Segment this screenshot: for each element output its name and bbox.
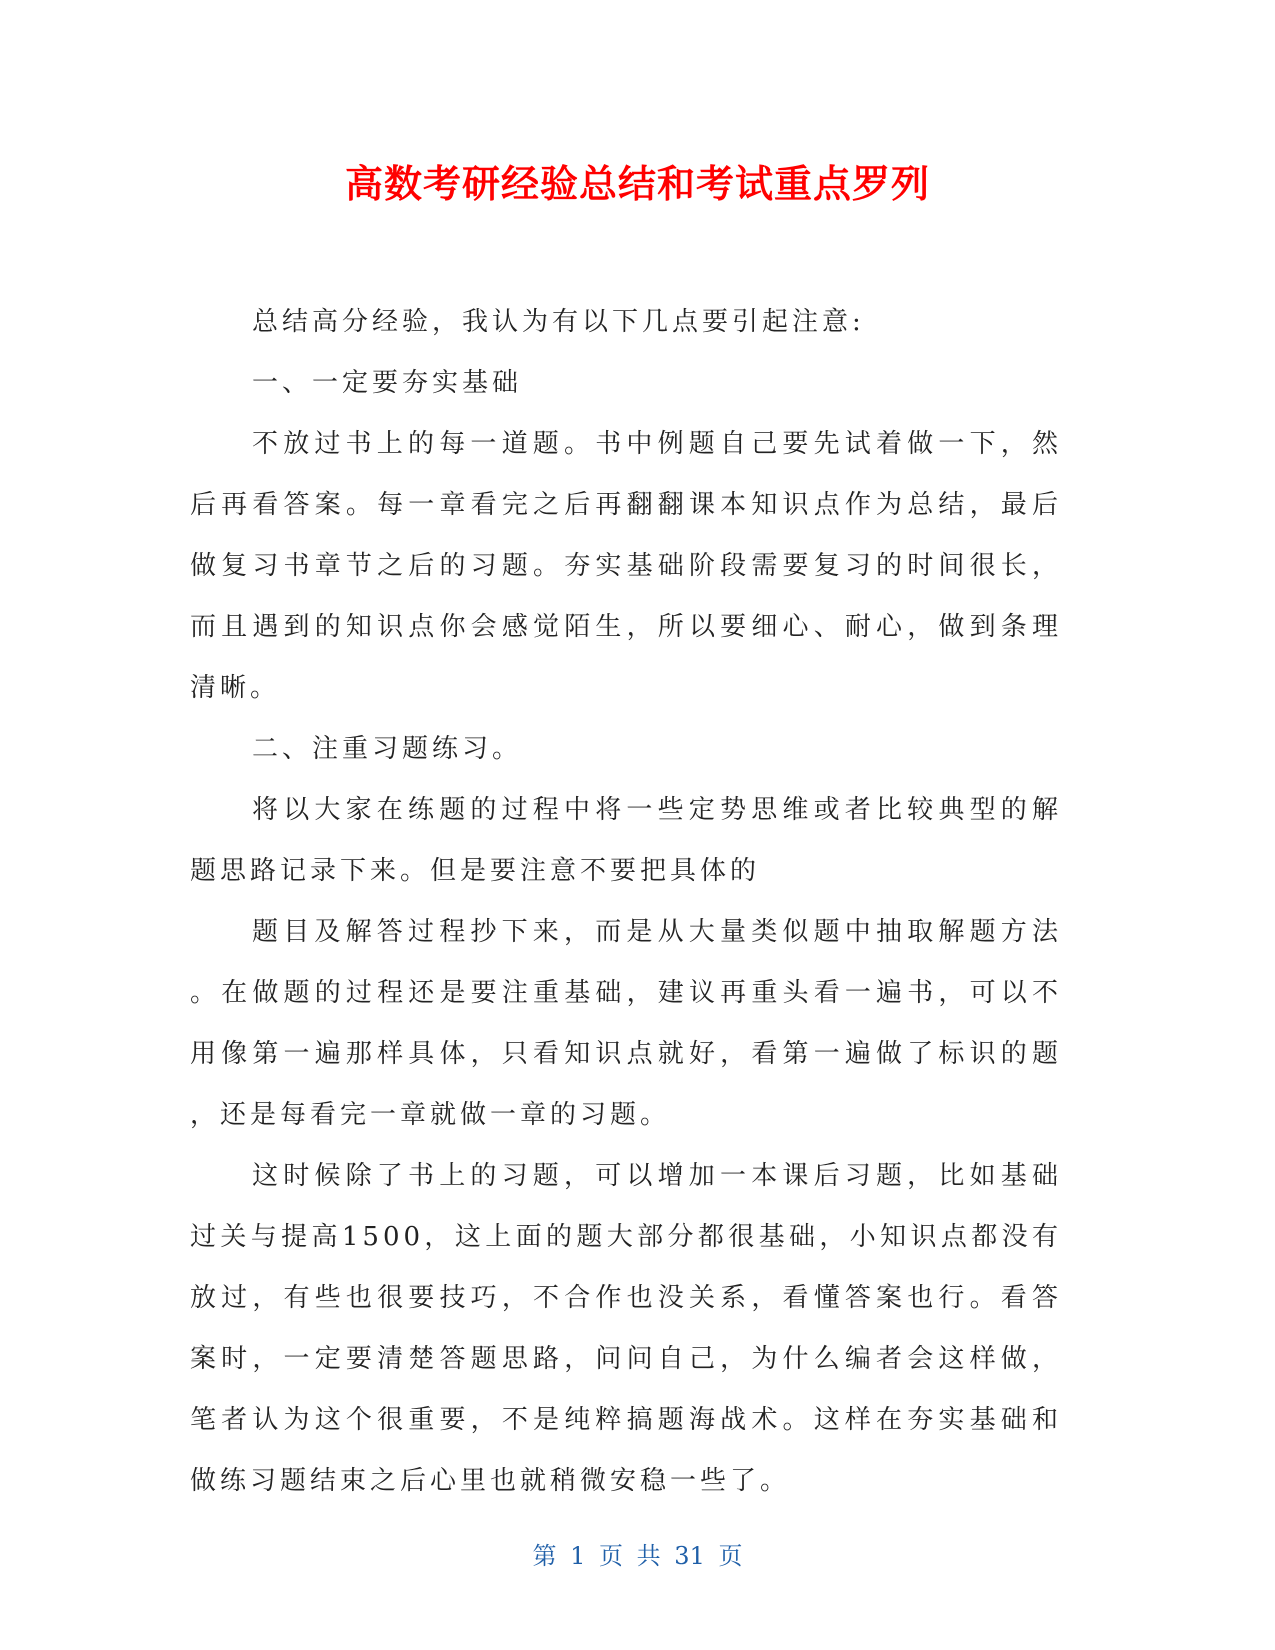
- body-line: 过关与提高1500，这上面的题大部分都很基础，小知识点都没有: [190, 1222, 1062, 1252]
- body-line: 做练习题结束之后心里也就稍微安稳一些了。: [190, 1466, 791, 1496]
- body-line: 放过，有些也很要技巧，不合作也没关系，看懂答案也行。看答: [190, 1283, 1062, 1313]
- body-line: 这时候除了书上的习题，可以增加一本课后习题，比如基础: [252, 1161, 1062, 1191]
- body-line: 总结高分经验，我认为有以下几点要引起注意:: [252, 307, 865, 337]
- page-number-footer: 第 1 页 共 31 页: [532, 1542, 743, 1570]
- document-title: 高数考研经验总结和考试重点罗列: [344, 162, 930, 206]
- body-line: 案时，一定要清楚答题思路，问问自己，为什么编者会这样做，: [190, 1344, 1062, 1374]
- body-line: 。在做题的过程还是要注重基础，建议再重头看一遍书，可以不: [190, 978, 1062, 1008]
- body-line: 题目及解答过程抄下来，而是从大量类似题中抽取解题方法: [252, 917, 1062, 947]
- body-line: 用像第一遍那样具体，只看知识点就好，看第一遍做了标识的题: [190, 1039, 1062, 1069]
- body-line: 将以大家在练题的过程中将一些定势思维或者比较典型的解: [252, 795, 1062, 825]
- section-heading-1: 一、一定要夯实基础: [252, 368, 523, 398]
- body-line: 笔者认为这个很重要，不是纯粹搞题海战术。这样在夯实基础和: [190, 1405, 1062, 1435]
- body-line: 后再看答案。每一章看完之后再翻翻课本知识点作为总结，最后: [190, 490, 1062, 520]
- body-line: 题思路记录下来。但是要注意不要把具体的: [190, 856, 761, 886]
- body-line: ，还是每看完一章就做一章的习题。: [190, 1100, 671, 1130]
- document-body: [190, 292, 1062, 1512]
- body-line: 清晰。: [190, 673, 281, 703]
- body-line: 做复习书章节之后的习题。夯实基础阶段需要复习的时间很长，: [190, 551, 1062, 581]
- section-heading-2: 二、注重习题练习。: [252, 734, 523, 764]
- body-line: 不放过书上的每一道题。书中例题自己要先试着做一下，然: [252, 429, 1062, 459]
- body-line: 而且遇到的知识点你会感觉陌生，所以要细心、耐心，做到条理: [190, 612, 1062, 642]
